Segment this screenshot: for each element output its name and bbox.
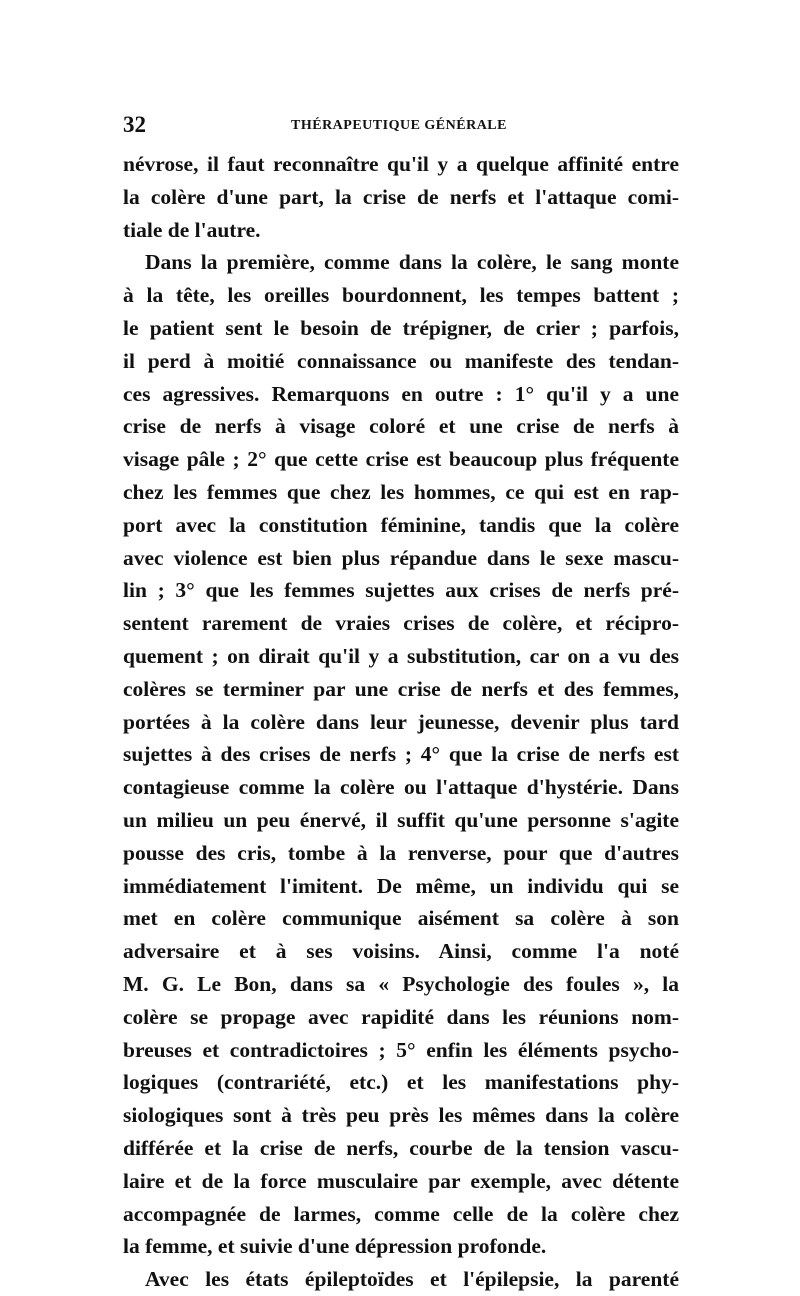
- text-line: Dans la première, comme dans la colère, le sang monte: [145, 250, 679, 275]
- text-line: siologiques sont à très peu près les mêmes dans la colère: [123, 1103, 679, 1128]
- text-line: M. G. Le Bon, dans sa « Psychologie des foules », la: [123, 971, 679, 996]
- text-line: chez les femmes que chez les hommes, ce qui est en rap-: [123, 479, 679, 504]
- text-line: contagieuse comme la colère ou l'attaque d'hystérie. Dans: [123, 775, 679, 800]
- text-line: la femme, et suivie d'une dépression profonde.: [123, 1234, 547, 1259]
- running-head: [123, 112, 679, 142]
- text-line: le patient sent le besoin de trépigner, de crier ; parfois,: [123, 315, 679, 340]
- text-line: crise de nerfs à visage coloré et une crise de nerfs à: [123, 414, 679, 439]
- text-line: il perd à moitié connaissance ou manifeste des tendan-: [123, 348, 679, 373]
- text-line: tiale de l'autre.: [123, 217, 261, 242]
- text-line: colères se terminer par une crise de nerfs et des femmes,: [123, 676, 679, 701]
- text-line: quement ; on dirait qu'il y a substitution, car on a vu des: [123, 643, 679, 668]
- text-line: sujettes à des crises de nerfs ; 4° que la crise de nerfs est: [123, 742, 679, 767]
- text-line: portées à la colère dans leur jeunesse, devenir plus tard: [123, 709, 679, 734]
- body-text: [123, 148, 679, 1296]
- text-line: laire et de la force musculaire par exemple, avec détente: [123, 1168, 679, 1193]
- text-line: breuses et contradictoires ; 5° enfin les éléments psycho-: [123, 1037, 679, 1062]
- text-line: logiques (contrariété, etc.) et les manifestations phy-: [123, 1070, 679, 1095]
- text-line: port avec la constitution féminine, tandis que la colère: [123, 512, 679, 537]
- text-line: pousse des cris, tombe à la renverse, pour que d'autres: [123, 840, 679, 865]
- text-line: colère se propage avec rapidité dans les réunions nom-: [123, 1004, 679, 1029]
- page-number: 32: [123, 112, 146, 137]
- text-line: visage pâle ; 2° que cette crise est beaucoup plus fréquente: [123, 447, 679, 472]
- text-line: Avec les états épileptoïdes et l'épilepsie, la parenté: [145, 1267, 679, 1292]
- text-line: un milieu un peu énervé, il suffit qu'une personne s'agite: [123, 807, 679, 832]
- text-line: immédiatement l'imitent. De même, un individu qui se: [123, 873, 679, 898]
- text-line: névrose, il faut reconnaître qu'il y a quelque affinité entre: [123, 152, 679, 176]
- text-line: lin ; 3° que les femmes sujettes aux crises de nerfs pré-: [123, 578, 679, 603]
- text-line: différée et la crise de nerfs, courbe de la tension vascu-: [123, 1135, 679, 1160]
- running-title: THÉRAPEUTIQUE GÉNÉRALE: [291, 118, 507, 133]
- text-line: ces agressives. Remarquons en outre : 1° qu'il y a une: [123, 381, 679, 406]
- text-line: sentent rarement de vraies crises de colère, et récipro-: [123, 611, 679, 636]
- text-line: accompagnée de larmes, comme celle de la colère chez: [123, 1201, 679, 1226]
- text-line: à la tête, les oreilles bourdonnent, les tempes battent ;: [123, 283, 679, 308]
- text-line: met en colère communique aisément sa colère à son: [123, 906, 679, 931]
- text-line: adversaire et à ses voisins. Ainsi, comme l'a noté: [123, 939, 679, 964]
- text-line: la colère d'une part, la crise de nerfs et l'attaque comi-: [123, 184, 679, 209]
- text-line: avec violence est bien plus répandue dans le sexe mascu-: [123, 545, 679, 570]
